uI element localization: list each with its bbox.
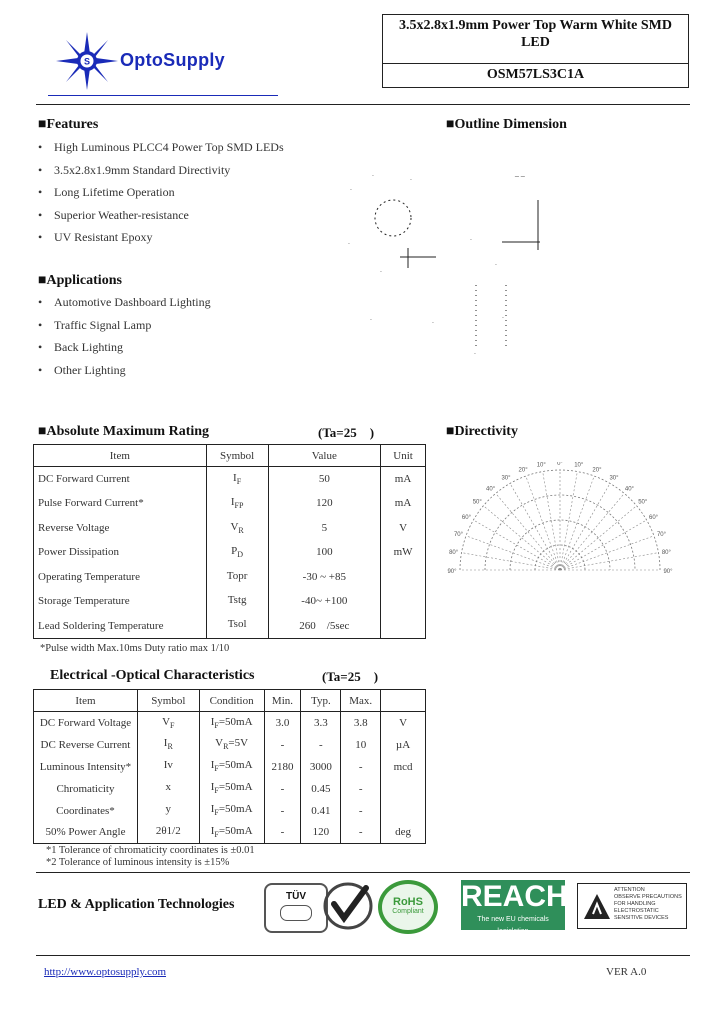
angle-label: 50° xyxy=(638,499,648,506)
polar-spoke xyxy=(466,536,560,570)
list-item: • Back Lighting xyxy=(38,340,123,354)
abs-max-table xyxy=(33,444,426,639)
polar-spoke xyxy=(510,483,560,570)
polar-spoke xyxy=(560,476,594,570)
svg-text:.: . xyxy=(372,171,374,178)
svg-text:.: . xyxy=(470,235,472,242)
abs-max-note: *Pulse width Max.10ms Duty ratio max 1/10 xyxy=(40,643,230,654)
angle-label: 80° xyxy=(661,550,671,557)
angle-label: 60° xyxy=(461,515,472,521)
svg-text:.: . xyxy=(495,260,497,267)
tuv-logo-icon xyxy=(280,905,312,921)
rohs-badge: RoHS Compliant xyxy=(378,880,438,934)
features-heading: ■Features xyxy=(38,117,99,132)
outline-heading: ■Outline Dimension xyxy=(446,117,567,132)
logo-star-icon xyxy=(54,30,120,92)
part-number: OSM57LS3C1A xyxy=(486,67,585,82)
eo-note-2: *2 Tolerance of luminous intensity is ±15% xyxy=(46,857,230,868)
list-item: • Long Lifetime Operation xyxy=(38,185,175,199)
angle-label: 70° xyxy=(453,532,464,539)
footer-tagline: LED & Application Technologies xyxy=(38,897,235,912)
angle-label: 20° xyxy=(518,467,528,474)
directivity-heading: ■Directivity xyxy=(446,424,518,439)
polar-spoke xyxy=(483,506,560,570)
logo xyxy=(54,30,284,92)
angle-label: 70° xyxy=(656,532,667,539)
list-item: • High Luminous PLCC4 Power Top SMD LEDs xyxy=(38,140,284,154)
polar-spoke xyxy=(560,536,654,570)
table-row: 50% Power Angle 2θ1/2 $I_F=50mA$ - 120 - deg xyxy=(34,822,426,844)
applications-list xyxy=(38,291,211,381)
svg-text:.: . xyxy=(432,318,434,325)
svg-text:.: . xyxy=(410,175,412,182)
polar-spoke xyxy=(526,476,560,570)
angle-label: 40° xyxy=(486,486,496,493)
angle-label: 90° xyxy=(663,569,673,575)
polar-spoke xyxy=(560,483,610,570)
table-row: Pulse Forward Current* $I_{FP}$ 120 mA xyxy=(34,491,426,516)
list-item: • 3.5x2.8x1.9mm Standard Directivity xyxy=(38,162,231,177)
list-item: • Other Lighting xyxy=(38,362,126,377)
eo-note-1: *1 Tolerance of chromaticity coordinates is ±0.01 xyxy=(46,845,255,856)
list-item: • Traffic Signal Lamp xyxy=(38,317,152,332)
table-row: DC Forward Voltage $V_F$ $I_F=50mA$ 3.0 3.3 3.8 V xyxy=(34,712,426,734)
svg-text:.: . xyxy=(350,185,352,192)
svg-text:S: S xyxy=(83,56,91,67)
table-row: DC Reverse Current $I_R$ $V_R=5V$ - - 10 µA xyxy=(34,734,426,756)
polar-spoke xyxy=(496,493,560,570)
svg-text:.: . xyxy=(474,349,476,356)
angle-label: 0° xyxy=(557,462,563,467)
column-header: Condition xyxy=(199,690,264,712)
eo-heading: Electrical -Optical Characteristics xyxy=(50,668,255,683)
column-header: Unit xyxy=(381,445,426,467)
checkmark-badge-icon xyxy=(322,880,374,930)
tuv-badge: TÜV xyxy=(264,883,328,933)
polar-spoke xyxy=(560,520,647,570)
title-divider xyxy=(383,63,688,64)
angle-label: 80° xyxy=(449,550,459,557)
column-header: Min. xyxy=(264,690,301,712)
table-row: Chromaticity x $I_F=50mA$ - 0.45 - xyxy=(34,778,426,800)
svg-text:_ _: _ _ xyxy=(515,170,525,177)
table-row: Luminous Intensity* Iv $I_F=50mA$ 2180 3000 - mcd xyxy=(34,756,426,778)
svg-text:.: . xyxy=(348,239,350,246)
title-box xyxy=(382,14,689,88)
svg-text:.: . xyxy=(370,315,372,322)
angle-label: 20° xyxy=(592,467,602,474)
angle-label: 50° xyxy=(472,499,482,506)
table-row: Operating Temperature Topr -30 ~ +85 xyxy=(34,565,426,590)
footer-rule-bottom xyxy=(36,955,690,956)
header-rule xyxy=(36,104,690,105)
version-label: VER A.0 xyxy=(606,966,647,978)
angle-label: 30° xyxy=(609,475,619,482)
column-header: Symbol xyxy=(137,690,199,712)
esd-warning-icon xyxy=(582,892,612,922)
column-header: Typ. xyxy=(301,690,341,712)
list-item: • UV Resistant Epoxy xyxy=(38,230,153,244)
list-item: • Superior Weather-resistance xyxy=(38,207,189,222)
table-row: Lead Soldering Temperature Tsol 260 /5sec xyxy=(34,614,426,639)
outline-drawing xyxy=(340,160,540,360)
footer-rule-top xyxy=(36,872,690,873)
angle-label: 90° xyxy=(447,569,457,575)
column-header: Item xyxy=(34,690,138,712)
angle-label: 10° xyxy=(574,462,584,469)
column-header: Max. xyxy=(341,690,381,712)
svg-text:.: . xyxy=(380,267,382,274)
angle-label: 10° xyxy=(536,462,546,469)
table-row: Power Dissipation $P_D$ 100 mW xyxy=(34,540,426,565)
logo-underline xyxy=(48,95,278,96)
column-header: Item xyxy=(34,445,207,467)
angle-label: 60° xyxy=(648,515,659,521)
features-list xyxy=(38,136,284,249)
list-item: • Automotive Dashboard Lighting xyxy=(38,295,211,309)
eo-condition: (Ta=25 ) xyxy=(322,669,379,684)
column-header: Symbol xyxy=(206,445,268,467)
esd-warning-badge: ATTENTION OBSERVE PRECAUTIONS FOR HANDLING ELECTROSTATIC SENSITIVE DEVICES xyxy=(577,883,687,929)
angle-label: 30° xyxy=(501,475,511,482)
eo-table xyxy=(33,689,426,844)
svg-text:.: . xyxy=(502,313,504,320)
abs-max-heading: ■Absolute Maximum Rating xyxy=(38,424,210,439)
brand-name: OptoSupply xyxy=(120,50,225,70)
column-header xyxy=(381,690,426,712)
polar-spoke xyxy=(473,520,560,570)
applications-heading: ■Applications xyxy=(38,273,122,288)
table-row: Coordinates* y $I_F=50mA$ - 0.41 - xyxy=(34,800,426,822)
column-header: Value xyxy=(268,445,381,467)
reach-badge: REACH The new EU chemicals legislation xyxy=(461,880,568,935)
abs-max-condition: (Ta=25 ) xyxy=(318,425,375,440)
directivity-chart xyxy=(446,462,676,582)
angle-label: 40° xyxy=(624,486,634,493)
product-title: 3.5x2.8x1.9mm Power Top Warm White SMD LED xyxy=(398,18,672,50)
table-row: DC Forward Current $I_F$ 50 mA xyxy=(34,467,426,492)
table-row: Reverse Voltage $V_R$ 5 V xyxy=(34,516,426,541)
website-link[interactable]: http://www.optosupply.com xyxy=(44,966,167,978)
table-row: Storage Temperature Tstg -40~ +100 xyxy=(34,589,426,614)
